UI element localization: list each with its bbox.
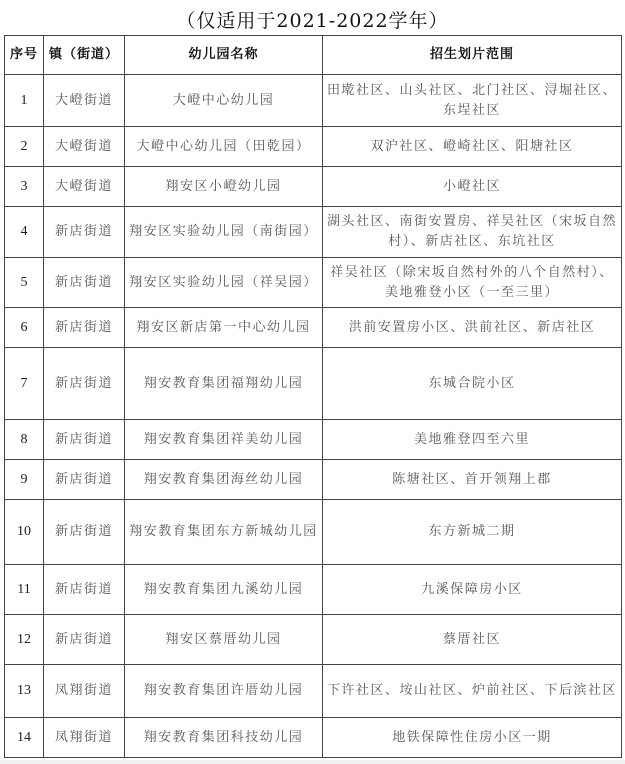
- town-cell: 大嶝街道: [44, 75, 125, 127]
- enrollment-range-cell: 地铁保障性住房小区一期: [323, 718, 622, 758]
- town-cell: 新店街道: [44, 348, 125, 420]
- serial-number-cell: 7: [5, 348, 44, 420]
- enrollment-range-cell: 下许社区、垵山社区、炉前社区、下后滨社区: [323, 665, 622, 718]
- kindergarten-name-cell: 翔安教育集团东方新城幼儿园: [125, 500, 323, 565]
- town-cell: 新店街道: [44, 308, 125, 348]
- header-enrollment-range: 招生划片范围: [323, 36, 622, 75]
- table-row: [5, 565, 622, 615]
- table-row: [5, 665, 622, 718]
- table-row: [5, 348, 622, 420]
- kindergarten-name-cell: 翔安区实验幼儿园（祥吴园）: [125, 258, 323, 308]
- serial-number-cell: 3: [5, 167, 44, 207]
- town-cell: 大嶝街道: [44, 167, 125, 207]
- table-row: [5, 207, 622, 258]
- serial-number-cell: 8: [5, 420, 44, 460]
- kindergarten-name-cell: 翔安教育集团海丝幼儿园: [125, 460, 323, 500]
- enrollment-range-cell: 陈塘社区、首开领翔上郡: [323, 460, 622, 500]
- enrollment-range-cell: 蔡厝社区: [323, 615, 622, 665]
- serial-number-cell: 14: [5, 718, 44, 758]
- serial-number-cell: 11: [5, 565, 44, 615]
- kindergarten-name-cell: 翔安区小嶝幼儿园: [125, 167, 323, 207]
- kindergarten-name-cell: 大嶝中心幼儿园: [125, 75, 323, 127]
- header-town-subdistrict: 镇（街道）: [44, 36, 125, 75]
- enrollment-range-cell: 双沪社区、嶝崎社区、阳塘社区: [323, 127, 622, 167]
- enrollment-zoning-table: [4, 35, 622, 758]
- serial-number-cell: 1: [5, 75, 44, 127]
- serial-number-cell: 6: [5, 308, 44, 348]
- enrollment-range-cell: 九溪保障房小区: [323, 565, 622, 615]
- town-cell: 凤翔街道: [44, 665, 125, 718]
- kindergarten-name-cell: 翔安区新店第一中心幼儿园: [125, 308, 323, 348]
- town-cell: 新店街道: [44, 500, 125, 565]
- enrollment-range-cell: 小嶝社区: [323, 167, 622, 207]
- table-row: [5, 75, 622, 127]
- serial-number-cell: 4: [5, 207, 44, 258]
- serial-number-cell: 10: [5, 500, 44, 565]
- header-serial-number: 序号: [5, 36, 44, 75]
- page-bottom-band: [0, 760, 625, 764]
- town-cell: 新店街道: [44, 460, 125, 500]
- table-row: [5, 167, 622, 207]
- table-row: [5, 718, 622, 758]
- table-row: [5, 308, 622, 348]
- serial-number-cell: 5: [5, 258, 44, 308]
- serial-number-cell: 2: [5, 127, 44, 167]
- kindergarten-name-cell: 大嶝中心幼儿园（田乾园）: [125, 127, 323, 167]
- table-row: [5, 420, 622, 460]
- kindergarten-name-cell: 翔安教育集团九溪幼儿园: [125, 565, 323, 615]
- table-header-row: [5, 36, 622, 75]
- kindergarten-name-cell: 翔安区蔡厝幼儿园: [125, 615, 323, 665]
- kindergarten-name-cell: 翔安教育集团福翔幼儿园: [125, 348, 323, 420]
- serial-number-cell: 9: [5, 460, 44, 500]
- kindergarten-name-cell: 翔安区实验幼儿园（南街园）: [125, 207, 323, 258]
- town-cell: 大嶝街道: [44, 127, 125, 167]
- town-cell: 新店街道: [44, 565, 125, 615]
- table-row: [5, 500, 622, 565]
- table-row: [5, 258, 622, 308]
- serial-number-cell: 13: [5, 665, 44, 718]
- enrollment-range-cell: 美地雅登四至六里: [323, 420, 622, 460]
- enrollment-range-cell: 祥吴社区（除宋坂自然村外的八个自然村）、美地雅登小区（一至三里）: [323, 258, 622, 308]
- town-cell: 新店街道: [44, 420, 125, 460]
- document-title: （仅适用于2021-2022学年）: [176, 10, 449, 32]
- enrollment-range-cell: 东城合院小区: [323, 348, 622, 420]
- serial-number-cell: 12: [5, 615, 44, 665]
- town-cell: 新店街道: [44, 258, 125, 308]
- enrollment-range-cell: 东方新城二期: [323, 500, 622, 565]
- kindergarten-name-cell: 翔安教育集团科技幼儿园: [125, 718, 323, 758]
- enrollment-range-cell: 洪前安置房小区、洪前社区、新店社区: [323, 308, 622, 348]
- enrollment-range-cell: 田墘社区、山头社区、北门社区、浔堀社区、东埕社区: [323, 75, 622, 127]
- kindergarten-name-cell: 翔安教育集团许厝幼儿园: [125, 665, 323, 718]
- enrollment-range-cell: 湖头社区、南街安置房、祥吴社区（宋坂自然村）、新店社区、东坑社区: [323, 207, 622, 258]
- kindergarten-name-cell: 翔安教育集团祥美幼儿园: [125, 420, 323, 460]
- table-row: [5, 127, 622, 167]
- table-row: [5, 615, 622, 665]
- town-cell: 新店街道: [44, 615, 125, 665]
- table-row: [5, 460, 622, 500]
- town-cell: 凤翔街道: [44, 718, 125, 758]
- header-kindergarten-name: 幼儿园名称: [125, 36, 323, 75]
- town-cell: 新店街道: [44, 207, 125, 258]
